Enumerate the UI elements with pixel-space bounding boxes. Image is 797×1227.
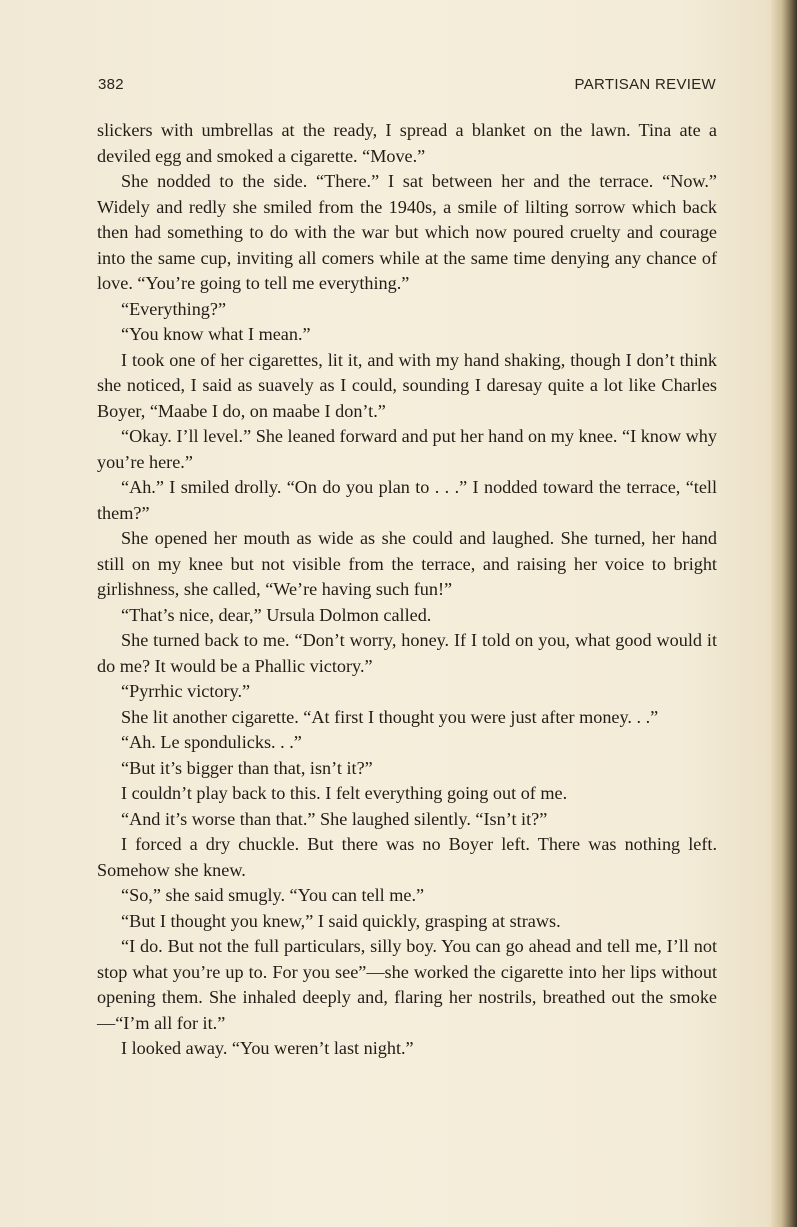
paragraph: “Ah. Le spondulicks. . .”	[121, 732, 302, 752]
body-text	[97, 118, 717, 1062]
paragraph: “I do. But not the full particulars, silly boy. You can go ahead and tell me, I’ll not stop what you’re up to. For you see”—she worked the cigarette into her lips without opening them. She inhaled deeply and, flaring her nostrils, breathed out the smoke—“I’m all for it.”	[97, 936, 717, 1033]
paragraph: She lit another cigarette. “At first I thought you were just after money. . .”	[121, 706, 659, 727]
paragraph: She nodded to the side. “There.” I sat between her and the terrace. “Now.” Widely and redly she smiled from the 1940s, a smile of lilting sorrow which back then had something to do with the war but which now poured cruelty and courage into the same cup, inviting all comers while at the same time denying any chance of love. “You’re going to tell me everything.”	[97, 171, 717, 293]
paragraph: I looked away. “You weren’t last night.”	[121, 1038, 414, 1058]
paragraph: “Okay. I’ll level.” She leaned forward and put her hand on my knee. “I know why you’re here.”	[97, 426, 717, 472]
page-header	[98, 76, 716, 98]
paragraph: slickers with umbrellas at the ready, I spread a blanket on the lawn. Tina ate a deviled egg and smoked a cigarette. “Move.”	[97, 120, 717, 166]
paragraph: “You know what I mean.”	[121, 324, 311, 344]
running-head: PARTISAN REVIEW	[574, 76, 716, 93]
paragraph: I took one of her cigarettes, lit it, and with my hand shaking, though I don’t think she noticed, I said as suavely as I could, sounding I daresay quite a lot like Charles Boyer, “Maabe I do, on maabe I don’t.”	[97, 349, 717, 421]
paragraph: “But it’s bigger than that, isn’t it?”	[121, 757, 373, 778]
page-number: 382	[98, 76, 124, 93]
book-spine-shadow	[771, 0, 797, 1227]
paragraph: She opened her mouth as wide as she could and laughed. She turned, her hand still on my knee but not visible from the terrace, and raising her voice to bright girlishness, she called, “We’re having such fun!”	[97, 528, 717, 599]
paragraph: She turned back to me. “Don’t worry, honey. If I told on you, what good would it do me? It would be a Phallic victory.”	[97, 630, 717, 676]
paragraph: “Ah.” I smiled drolly. “On do you plan to . . .” I nodded toward the terrace, “tell them?”	[97, 477, 717, 523]
paragraph: “Everything?”	[121, 298, 227, 319]
paragraph: “But I thought you knew,” I said quickly, grasping at straws.	[121, 910, 561, 931]
paragraph: “So,” she said smugly. “You can tell me.”	[121, 885, 425, 905]
paragraph: “That’s nice, dear,” Ursula Dolmon called.	[121, 604, 432, 625]
paragraph: I forced a dry chuckle. But there was no Boyer left. There was nothing left. Somehow she knew.	[97, 834, 717, 880]
paragraph: “Pyrrhic victory.”	[121, 681, 251, 701]
paragraph: “And it’s worse than that.” She laughed silently. “Isn’t it?”	[121, 808, 548, 829]
paragraph: I couldn’t play back to this. I felt everything going out of me.	[121, 783, 568, 803]
